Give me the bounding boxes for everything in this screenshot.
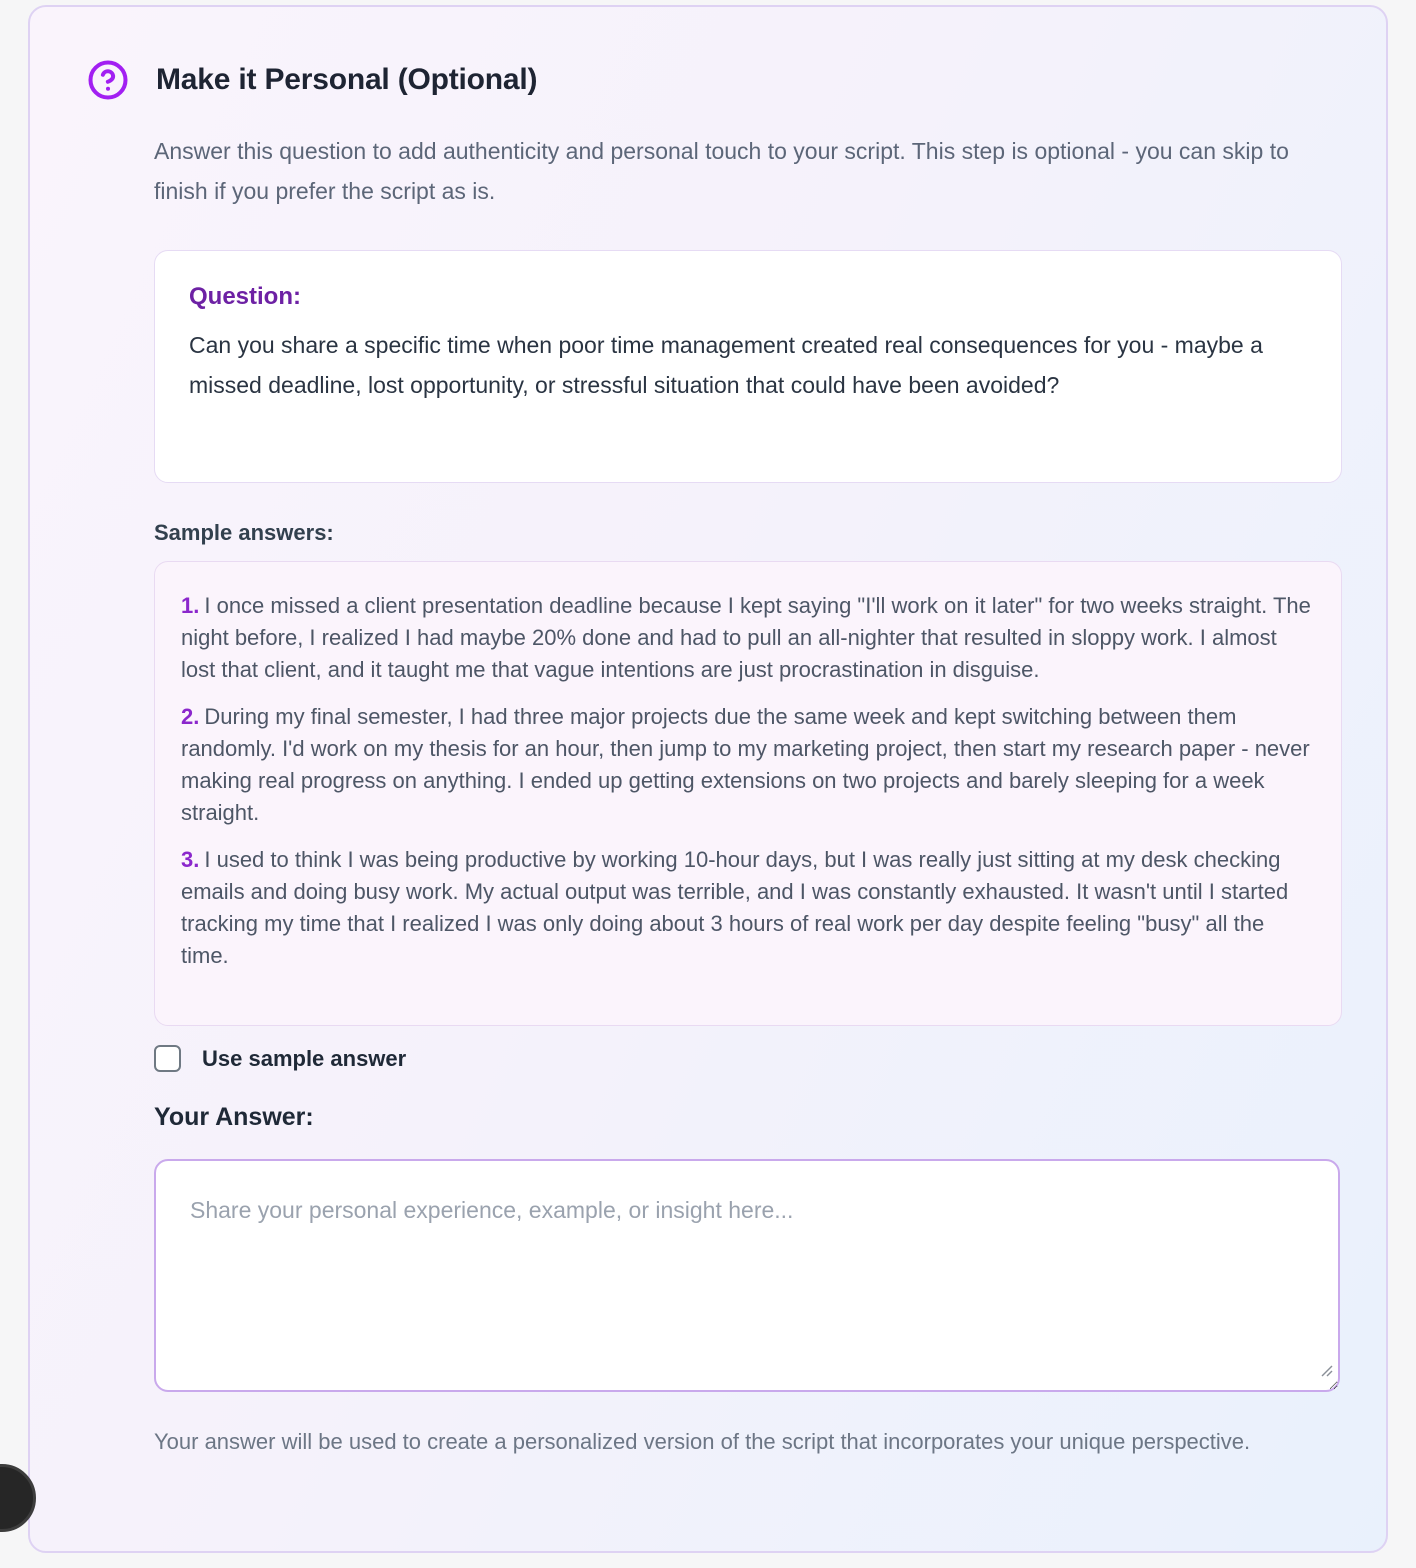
answer-textarea[interactable] — [154, 1159, 1340, 1392]
sample-answer-2 — [181, 701, 1315, 829]
sample-answers-box — [154, 561, 1342, 1026]
question-text: Can you share a specific time when poor time management created real consequences for you - maybe a missed deadline, lost opportunity, or stressful situation that could have been avoided? — [189, 332, 1263, 398]
question-label: Question: — [189, 283, 301, 310]
sample-text: During my final semester, I had three major projects due the same week and kept switching between them randomly. I'd work on my thesis for an hour, then jump to my marketing project, then start my research paper - never making real progress on anything. I ended up getting extensions on two projects and barely sleeping for a week straight. — [181, 704, 1310, 825]
sample-text: I once missed a client presentation deadline because I kept saying "I'll work on it later" for two weeks straight. The night before, I realized I had maybe 20% done and had to pull an all-nighter that resulted in sloppy work. I almost lost that client, and it taught me that vague intentions are just procrastination in disguise. — [181, 593, 1311, 682]
use-sample-answer-checkbox[interactable] — [154, 1045, 181, 1072]
answer-textarea-wrap — [154, 1159, 1342, 1392]
sample-answer-3 — [181, 844, 1315, 972]
answer-usage-note: Your answer will be used to create a personalized version of the script that incorporates your unique perspective. — [154, 1429, 1251, 1454]
sample-number: 1. — [181, 593, 200, 618]
page-title: Make it Personal (Optional) — [156, 63, 538, 96]
circle-question-icon — [87, 59, 129, 101]
make-it-personal-card — [28, 5, 1388, 1553]
sample-number: 2. — [181, 704, 200, 729]
card-header — [87, 59, 1340, 101]
sample-text: I used to think I was being productive by working 10-hour days, but I was really just sitting at my desk checking emails and doing busy work. My actual output was terrible, and I was constantly exhausted. It wasn't until I started tracking my time that I realized I was only doing about 3 hours of real work per day despite feeling "busy" all the time. — [181, 847, 1289, 968]
your-answer-heading: Your Answer: — [154, 1103, 314, 1131]
use-sample-answer-row[interactable] — [154, 1045, 1342, 1072]
card-content — [154, 131, 1342, 1459]
sample-answers-heading: Sample answers: — [154, 520, 334, 545]
sample-answer-1 — [181, 590, 1315, 686]
sample-number: 3. — [181, 847, 200, 872]
question-box — [154, 250, 1342, 483]
use-sample-answer-label[interactable]: Use sample answer — [202, 1045, 407, 1071]
step-description: Answer this question to add authenticity and personal touch to your script. This step is optional - you can skip to finish if you prefer the script as is. — [154, 138, 1289, 204]
